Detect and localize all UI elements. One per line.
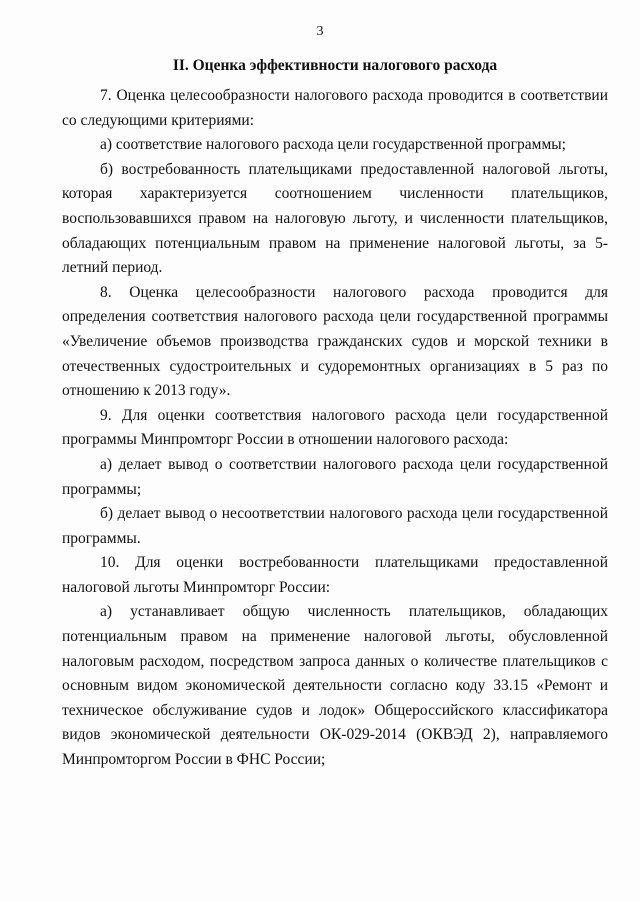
paragraph-10: 10. Для оценки востребованности плательщиками предоставленной налоговой льготы Минпромторг России: — [62, 554, 608, 596]
document-body — [62, 84, 608, 773]
paragraph-9a: а) делает вывод о соответствии налогового расхода цели государственной программы; — [62, 455, 608, 498]
paragraph-9b: б) делает вывод о несоответствии налогового расхода цели государственной программы. — [62, 505, 608, 547]
paragraph-7a: а) соответствие налогового расхода цели государственной программы; — [100, 136, 566, 154]
paragraph-7b: б) востребованность плательщиками предоставленной налоговой льготы, которая характеризуется соотношением численности плательщиков, воспользовавшихся правом на налоговую льготу, и численности плательщиков, обладающих потенциальным правом на применение налоговой льготы, за 5-летний период. — [62, 160, 608, 277]
page-number: 3 — [316, 24, 324, 39]
paragraph-9: 9. Для оценки соответствия налогового расхода цели государственной программы Минпромторг России в отношении налогового расхода: — [62, 406, 608, 449]
paragraph-7: 7. Оценка целесообразности налогового расхода проводится в соответствии со следующими критериями: — [62, 87, 608, 129]
section-heading: II. Оценка эффективности налогового расхода — [172, 57, 498, 74]
paragraph-10a: а) устанавливает общую численность плательщиков, обладающих потенциальным правом на применение налоговой льготы, обусловленной налоговым расходом, посредством запроса данных о количестве плательщиков с основным видом экономической деятельности согласно коду 33.15 «Ремонт и техническое обслуживание судов и лодок» Общероссийского классификатора видов экономической деятельности ОК-029-2014 (ОКВЭД 2), направляемого Минпромторгом России в ФНС России; — [62, 603, 608, 769]
paragraph-8: 8. Оценка целесообразности налогового расхода проводится для определения соответствия налогового расхода цели государственной программы «Увеличение объемов производства гражданских судов и морской техники в отечественных судостроительных и судоремонтных организациях в 5 раз по отношению к 2013 году». — [62, 283, 608, 400]
